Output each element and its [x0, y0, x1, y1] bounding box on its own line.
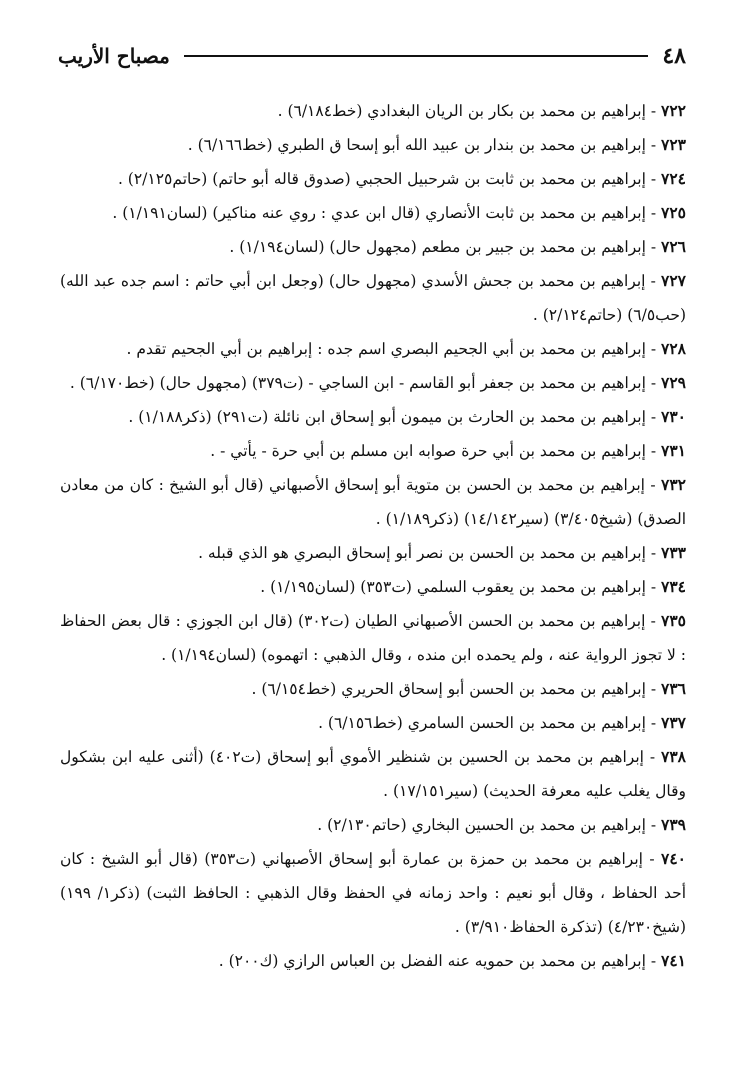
- entry-text: إبراهيم بن محمد بن يعقوب السلمي (ت٣٥٣) (لسان١/١٩٥) .: [260, 578, 646, 596]
- entry-text: إبراهيم بن محمد بن حمويه عنه الفضل بن العباس الرازي (ك٢٠٠) .: [218, 952, 646, 970]
- page-number: ٤٨: [662, 43, 686, 69]
- entry-number: ٧٣٥: [661, 611, 686, 630]
- entry-number: ٧٣٠: [661, 407, 686, 426]
- entry-number: ٧٢٦: [661, 237, 686, 256]
- entry: ٧٣٢ - إبراهيم بن محمد بن الحسن بن متوية أبو إسحاق الأصبهاني (قال أبو الشيخ : كان من معادن الصدق) (شيخ٣/٤٠٥) (سير١٤/١٤٢) (ذكر١/١٨٩) .: [60, 475, 686, 528]
- entry: ٧٢٦ - إبراهيم بن محمد بن جبير بن مطعم (مجهول حال) (لسان١/١٩٤) .: [229, 237, 686, 256]
- entry: ٧٣٥ - إبراهيم بن محمد بن الحسن الأصبهاني الطيان (ت٣٠٢) (قال ابن الجوزي : قال بعض الحفاظ : لا تجوز الرواية عنه ، ولم يحمده ابن منده ، وقال الذهبي : اتهموه) (لسان١/١٩٤) .: [60, 611, 686, 664]
- entry-number: ٧٣٦: [661, 679, 686, 698]
- entry-text: إبراهيم بن محمد بن الحسن بن نصر أبو إسحاق البصري هو الذي قبله .: [198, 544, 646, 562]
- entry-number: ٧٢٧: [661, 271, 686, 290]
- entry-text: إبراهيم بن محمد بن الحسن السامري (خط٦/١٥٦) .: [318, 714, 646, 732]
- entry-number: ٧٢٨: [661, 339, 686, 358]
- entry-text: إبراهيم بن محمد بن الحسن أبو إسحاق الحريري (خط٦/١٥٤) .: [251, 680, 646, 698]
- entry-number: ٧٢٥: [661, 203, 686, 222]
- entry-number: ٧٢٩: [661, 373, 686, 392]
- book-title: مصباح الأريب: [58, 44, 170, 68]
- entry-text: إبراهيم بن محمد بن جبير بن مطعم (مجهول حال) (لسان١/١٩٤) .: [229, 238, 646, 256]
- entry: ٧٢٩ - إبراهيم بن محمد بن جعفر أبو القاسم - ابن الساجي - (ت٣٧٩) (مجهول حال) (خط٦/١٧٠) .: [69, 373, 686, 392]
- entry-number: ٧٣٢: [661, 475, 686, 494]
- entry-number: ٧٢٤: [661, 169, 686, 188]
- entry-number: ٧٣٨: [661, 747, 686, 766]
- entry-text: إبراهيم بن محمد بن الحسن الأصبهاني الطيان (ت٣٠٢) (قال ابن الجوزي : قال بعض الحفاظ : لا تجوز الرواية عنه ، ولم يحمده ابن منده ، وقال الذهبي : اتهموه) (لسان١/١٩٤) .: [60, 612, 686, 664]
- page-header: [58, 36, 686, 76]
- entry: ٧٣٤ - إبراهيم بن محمد بن يعقوب السلمي (ت٣٥٣) (لسان١/١٩٥) .: [260, 577, 686, 596]
- entry-text: إبراهيم بن محمد بن بكار بن الريان البغدادي (خط٦/١٨٤) .: [277, 102, 646, 120]
- entry-text: إبراهيم بن محمد بن الحارث بن ميمون أبو إسحاق ابن نائلة (ت٢٩١) (ذكر١/١٨٨) .: [128, 408, 646, 426]
- entry-number: ٧٣٧: [661, 713, 686, 732]
- entry-text: إبراهيم بن محمد بن الحسن بن متوية أبو إسحاق الأصبهاني (قال أبو الشيخ : كان من معادن الصدق) (شيخ٣/٤٠٥) (سير١٤/١٤٢) (ذكر١/١٨٩) .: [60, 476, 686, 528]
- entry-text: إبراهيم بن محمد بن حمزة بن عمارة أبو إسحاق الأصبهاني (ت٣٥٣) (قال أبو الشيخ : كان أحد الحفاظ ، وقال أبو نعيم : واحد زمانه في الحفظ وقال الذهبي : الحافظ الثبت) (ذكر١/ ١٩٩) (شيخ٤/٢٣٠) (تذكرة الحفاظ٣/٩١٠) .: [60, 850, 686, 936]
- entry-text: إبراهيم بن محمد بن أبي حرة صوابه ابن مسلم بن أبي حرة - يأتي - .: [210, 442, 646, 460]
- entry: ٧٣٠ - إبراهيم بن محمد بن الحارث بن ميمون أبو إسحاق ابن نائلة (ت٢٩١) (ذكر١/١٨٨) .: [128, 407, 686, 426]
- entry: ٧٣٨ - إبراهيم بن محمد بن الحسين بن شنظير الأموي أبو إسحاق (ت٤٠٢) (أثنى عليه ابن بشكول وقال يغلب عليه معرفة الحديث) (سير١٧/١٥١) .: [60, 747, 686, 800]
- entry: ٧٢٤ - إبراهيم بن محمد بن ثابت بن شرحبيل الحجبي (صدوق قاله أبو حاتم) (حاتم٢/١٢٥) .: [117, 169, 686, 188]
- entry: ٧٢٥ - إبراهيم بن محمد بن ثابت الأنصاري (قال ابن عدي : روي عنه مناكير) (لسان١/١٩١) .: [112, 203, 686, 222]
- entry: ٧٢٧ - إبراهيم بن محمد بن جحش الأسدي (مجهول حال) (وجعل ابن أبي حاتم : اسم جده عبد الله) (حب٦/٥) (حاتم٢/١٢٤) .: [60, 271, 686, 324]
- entry-number: ٧٤١: [661, 951, 686, 970]
- entry: ٧٣٧ - إبراهيم بن محمد بن الحسن السامري (خط٦/١٥٦) .: [318, 713, 686, 732]
- entry-number: ٧٣١: [661, 441, 686, 460]
- entry-text: إبراهيم بن محمد بن الحسين البخاري (حاتم٢/١٣٠) .: [317, 816, 646, 834]
- entry: ٧٣٦ - إبراهيم بن محمد بن الحسن أبو إسحاق الحريري (خط٦/١٥٤) .: [251, 679, 686, 698]
- entry: ٧٣١ - إبراهيم بن محمد بن أبي حرة صوابه ابن مسلم بن أبي حرة - يأتي - .: [210, 441, 686, 460]
- entry: ٧٣٩ - إبراهيم بن محمد بن الحسين البخاري (حاتم٢/١٣٠) .: [317, 815, 686, 834]
- entry-number: ٧٢٢: [661, 101, 686, 120]
- entry-text: إبراهيم بن محمد بن أبي الجحيم البصري اسم جده : إبراهيم بن أبي الجحيم تقدم .: [126, 340, 646, 358]
- entry-number: ٧٣٣: [661, 543, 686, 562]
- entry: ٧٢٢ - إبراهيم بن محمد بن بكار بن الريان البغدادي (خط٦/١٨٤) .: [277, 101, 686, 120]
- entry-text: إبراهيم بن محمد بن الحسين بن شنظير الأموي أبو إسحاق (ت٤٠٢) (أثنى عليه ابن بشكول وقال يغلب عليه معرفة الحديث) (سير١٧/١٥١) .: [60, 748, 686, 800]
- entry-text: إبراهيم بن محمد بن جعفر أبو القاسم - ابن الساجي - (ت٣٧٩) (مجهول حال) (خط٦/١٧٠) .: [69, 374, 646, 392]
- entry-number: ٧٣٤: [661, 577, 686, 596]
- entry-text: إبراهيم بن محمد بن جحش الأسدي (مجهول حال) (وجعل ابن أبي حاتم : اسم جده عبد الله) (حب٦/٥) (حاتم٢/١٢٤) .: [60, 272, 686, 324]
- entry-text: إبراهيم بن محمد بن بندار بن عبيد الله أبو إسحا ق الطبري (خط٦/١٦٦) .: [187, 136, 646, 154]
- entry: ٧٢٣ - إبراهيم بن محمد بن بندار بن عبيد الله أبو إسحا ق الطبري (خط٦/١٦٦) .: [187, 135, 686, 154]
- entries-list: [60, 94, 686, 978]
- entry: ٧٤٠ - إبراهيم بن محمد بن حمزة بن عمارة أبو إسحاق الأصبهاني (ت٣٥٣) (قال أبو الشيخ : كان أحد الحفاظ ، وقال أبو نعيم : واحد زمانه في الحفظ وقال الذهبي : الحافظ الثبت) (ذكر١/ ١٩٩) (شيخ٤/٢٣٠) (تذكرة الحفاظ٣/٩١٠) .: [60, 849, 686, 936]
- header-rule: [184, 55, 648, 57]
- entry-number: ٧٣٩: [661, 815, 686, 834]
- entry-text: إبراهيم بن محمد بن ثابت الأنصاري (قال ابن عدي : روي عنه مناكير) (لسان١/١٩١) .: [112, 204, 646, 222]
- entry: ٧٢٨ - إبراهيم بن محمد بن أبي الجحيم البصري اسم جده : إبراهيم بن أبي الجحيم تقدم .: [126, 339, 686, 358]
- entry: ٧٤١ - إبراهيم بن محمد بن حمويه عنه الفضل بن العباس الرازي (ك٢٠٠) .: [218, 951, 686, 970]
- entry-number: ٧٢٣: [661, 135, 686, 154]
- entry: ٧٣٣ - إبراهيم بن محمد بن الحسن بن نصر أبو إسحاق البصري هو الذي قبله .: [198, 543, 686, 562]
- entry-text: إبراهيم بن محمد بن ثابت بن شرحبيل الحجبي (صدوق قاله أبو حاتم) (حاتم٢/١٢٥) .: [117, 170, 646, 188]
- entry-number: ٧٤٠: [661, 849, 686, 868]
